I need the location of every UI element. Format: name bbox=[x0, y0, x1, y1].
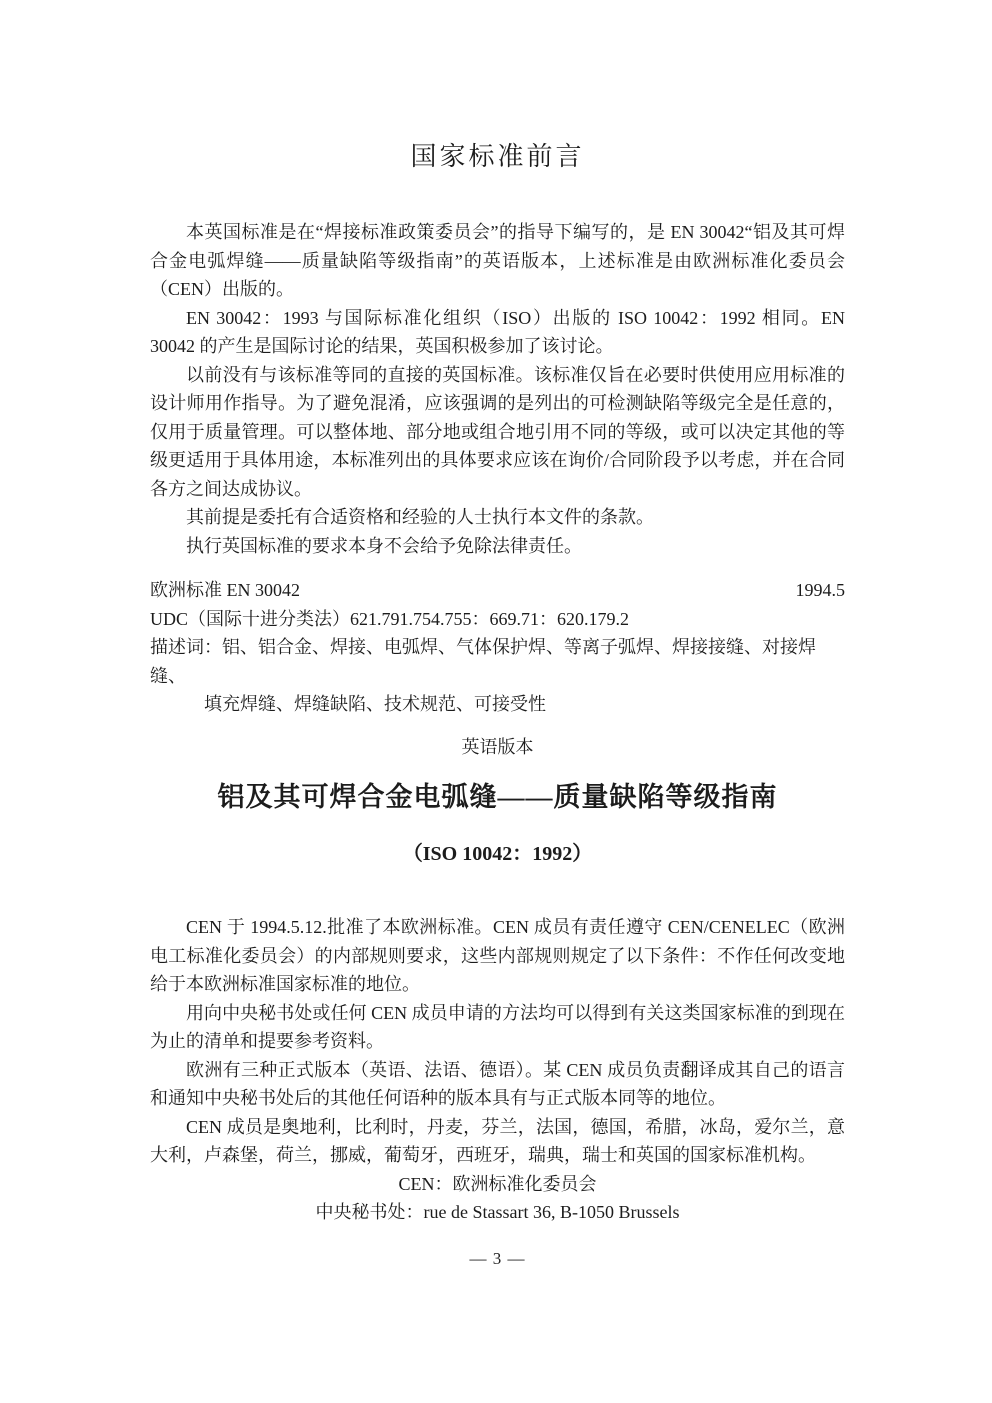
foreword-paragraph-3: 以前没有与该标准等同的直接的英国标准。该标准仅旨在必要时供使用应用标准的设计师用作指导。为了避免混淆，应该强调的是列出的可检测缺陷等级完全是任意的，仅用于质量管理。可以整体地、部分地或组合地引用不同的等级，或可以决定其他的等级更适用于具体用途，本标准列出的具体要求应该在询价/合同阶段予以考虑，并在合同各方之间达成协议。 bbox=[150, 364, 845, 499]
standard-date: 1994.5 bbox=[795, 580, 845, 600]
english-version-section bbox=[150, 733, 845, 868]
standard-number: 欧洲标准 EN 30042 bbox=[150, 580, 300, 600]
cen-section bbox=[150, 913, 845, 1227]
descriptors-line-2: 填充焊缝、焊缝缺陷、技术规范、可接受性 bbox=[204, 694, 546, 714]
cen-paragraph-2: 用向中央秘书处或任何 CEN 成员申请的方法均可以得到有关这类国家标准的到现在为止的清单和提要参考资料。 bbox=[150, 1002, 845, 1051]
cen-committee-line: CEN：欧洲标准化委员会 bbox=[398, 1173, 597, 1194]
foreword-paragraph-5: 执行英国标准的要求本身不会给予免除法律责任。 bbox=[186, 535, 582, 556]
descriptors-label: 描述词： bbox=[150, 637, 222, 657]
main-standard-title: 铝及其可焊合金电弧缝——质量缺陷等级指南 bbox=[217, 782, 778, 812]
foreword-section bbox=[150, 218, 845, 560]
page-title: 国家标准前言 bbox=[410, 142, 585, 171]
cen-paragraph-4: CEN 成员是奥地利，比利时，丹麦，芬兰，法国，德国，希腊，冰岛，爱尔兰，意大利，卢森堡，荷兰，挪威，葡萄牙，西班牙，瑞典，瑞士和英国的国家标准机构。 bbox=[150, 1116, 845, 1165]
page-number: — 3 — bbox=[469, 1248, 526, 1268]
english-version-label: 英语版本 bbox=[461, 736, 534, 757]
descriptors-line-1 bbox=[150, 633, 845, 690]
central-secretariat-line: 中央秘书处：rue de Stassart 36, B-1050 Brussels bbox=[315, 1202, 680, 1222]
foreword-paragraph-1: 本英国标准是在“焊接标准政策委员会”的指导下编写的，是 EN 30042“铝及其可焊合金电弧焊缝——质量缺陷等级指南”的英语版本，上述标准是由欧洲标准化委员会（CEN）出版的。 bbox=[150, 222, 845, 299]
standard-number-row bbox=[150, 576, 845, 605]
foreword-paragraph-4: 其前提是委托有合适资格和经验的人士执行本文件的条款。 bbox=[186, 507, 654, 527]
iso-reference: （ISO 10042：1992） bbox=[402, 843, 593, 865]
descriptors-text-1: 铝、铝合金、焊接、电弧焊、气体保护焊、等离子弧焊、焊接接缝、对接焊缝、 bbox=[150, 637, 816, 686]
cen-paragraph-1: CEN 于 1994.5.12.批准了本欧洲标准。CEN 成员有责任遵守 CEN/CENELEC（欧洲电工标准化委员会）的内部规则要求，这些内部规则规定了以下条件：不作任何改变地给于本欧洲标准国家标准的地位。 bbox=[150, 917, 845, 994]
udc-line: UDC（国际十进分类法）621.791.754.755：669.71：620.179.2 bbox=[150, 608, 630, 629]
cen-paragraph-3: 欧洲有三种正式版本（英语、法语、德语）。某 CEN 成员负责翻译成其自己的语言和通知中央秘书处后的其他任何语种的版本具有与正式版本同等的地位。 bbox=[150, 1059, 845, 1108]
standard-info-section bbox=[150, 576, 845, 719]
foreword-paragraph-2: EN 30042：1993 与国际标准化组织（ISO）出版的 ISO 10042：1992 相同。EN 30042 的产生是国际讨论的结果，英国积极参加了该讨论。 bbox=[150, 307, 845, 356]
